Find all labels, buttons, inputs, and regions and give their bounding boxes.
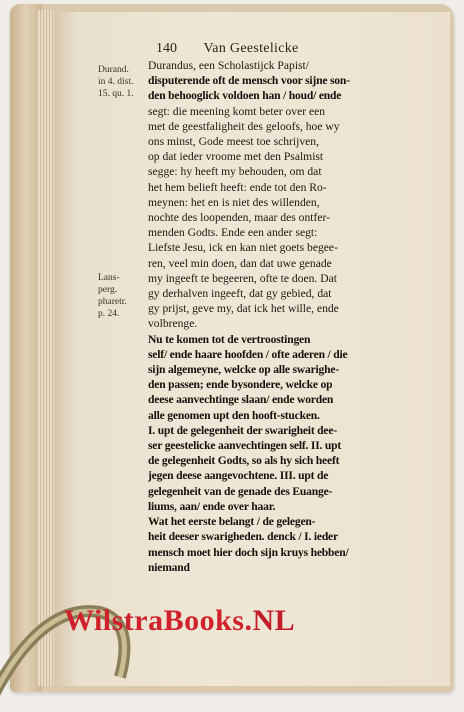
text-line: Durandus, een Scholastijck Papist/ xyxy=(148,59,309,72)
text-line: Wat het eerste belangt / de gelegen- xyxy=(148,515,316,529)
text-line: sijn algemeyne, welcke op alle swarighe- xyxy=(148,363,339,377)
text-line: ser geestelicke aanvechtingen self. II. upt xyxy=(148,439,342,453)
text-line: my ingeeft te begeeren, ofte te doen. Dat xyxy=(148,271,337,285)
text-line: jegen deese aangevochtene. III. upt de xyxy=(148,469,329,483)
margin-note-line: 15. qu. 1. xyxy=(98,89,134,99)
text-line: gelegenheit van de genade des Euange- xyxy=(148,484,333,498)
metal-clasp-icon xyxy=(0,582,150,712)
watermark-name: WilstraBooks xyxy=(64,604,245,637)
text-line: volbrenge. xyxy=(148,317,198,331)
watermark-tld: NL xyxy=(252,604,296,637)
text-line: meynen: het en is niet des willenden, xyxy=(148,195,320,209)
page-header xyxy=(156,40,299,57)
text-line: den passen; ende bysondere, welcke op xyxy=(148,378,333,392)
text-line: de gelegenheit Godts, so als hy sich heeft xyxy=(148,454,340,468)
watermark xyxy=(64,604,295,638)
text-line: self/ ende haare hoofden / ofte aderen / die xyxy=(148,347,348,361)
running-title: Van Geestelicke xyxy=(203,41,299,56)
margin-note-line: Durand. xyxy=(98,65,129,75)
text-line: alle genomen upt den hooft-stucken. xyxy=(148,408,320,422)
margin-note-line: pharetr. xyxy=(98,297,127,307)
margin-note-line: in 4. dist. xyxy=(98,77,134,87)
margin-note-line: p. 24. xyxy=(98,309,120,319)
text-line: ren, veel min doen, dan dat uwe genade xyxy=(148,256,332,270)
text-line: segge: hy heeft my behouden, om dat xyxy=(148,165,322,179)
body-text xyxy=(148,58,444,575)
text-line: gy prijst, geve my, dat ick het wille, ende xyxy=(148,302,339,316)
text-line: menden Godts. Ende een ander segt: xyxy=(148,226,318,240)
text-line: met de geestfaligheit des geloofs, hoe wy xyxy=(148,119,340,133)
margin-note-line: Lans- xyxy=(98,273,120,283)
text-line: nochte des loopenden, maar des ontfer- xyxy=(148,211,330,225)
text-line: den behooglick voldoen han / houd/ ende xyxy=(148,89,342,103)
text-line: mensch moet hier doch sijn kruys hebben/ xyxy=(148,545,349,559)
watermark-dot: . xyxy=(244,604,253,637)
text-line: Nu te komen tot de vertroostingen xyxy=(148,332,311,346)
margin-note-line: perg. xyxy=(98,285,118,295)
text-line: liums, aan/ ende over haar. xyxy=(148,499,276,513)
page-number: 140 xyxy=(156,41,177,56)
text-line: op dat ieder vroome met den Psalmist xyxy=(148,150,324,164)
text-line: ons minst, Gode meest toe schrijven, xyxy=(148,135,319,149)
text-line: heit deeser swarigheden. denck / I. ieder xyxy=(148,530,338,544)
text-line: gy derhalven ingeeft, dat gy gebied, dat xyxy=(148,287,332,301)
text-line: deese aanvechtinge slaan/ ende worden xyxy=(148,393,334,407)
text-line: disputerende oft de mensch voor sijne son- xyxy=(148,74,350,88)
text-line: niemand xyxy=(148,560,190,574)
text-line: I. upt de gelegenheit der swarigheit dee- xyxy=(148,423,337,437)
text-line: het hem belieft heeft: ende tot den Ro- xyxy=(148,180,327,194)
text-line: segt: die meening komt beter over een xyxy=(148,104,326,118)
text-line: Liefste Jesu, ick en kan niet goets begee- xyxy=(148,241,338,255)
